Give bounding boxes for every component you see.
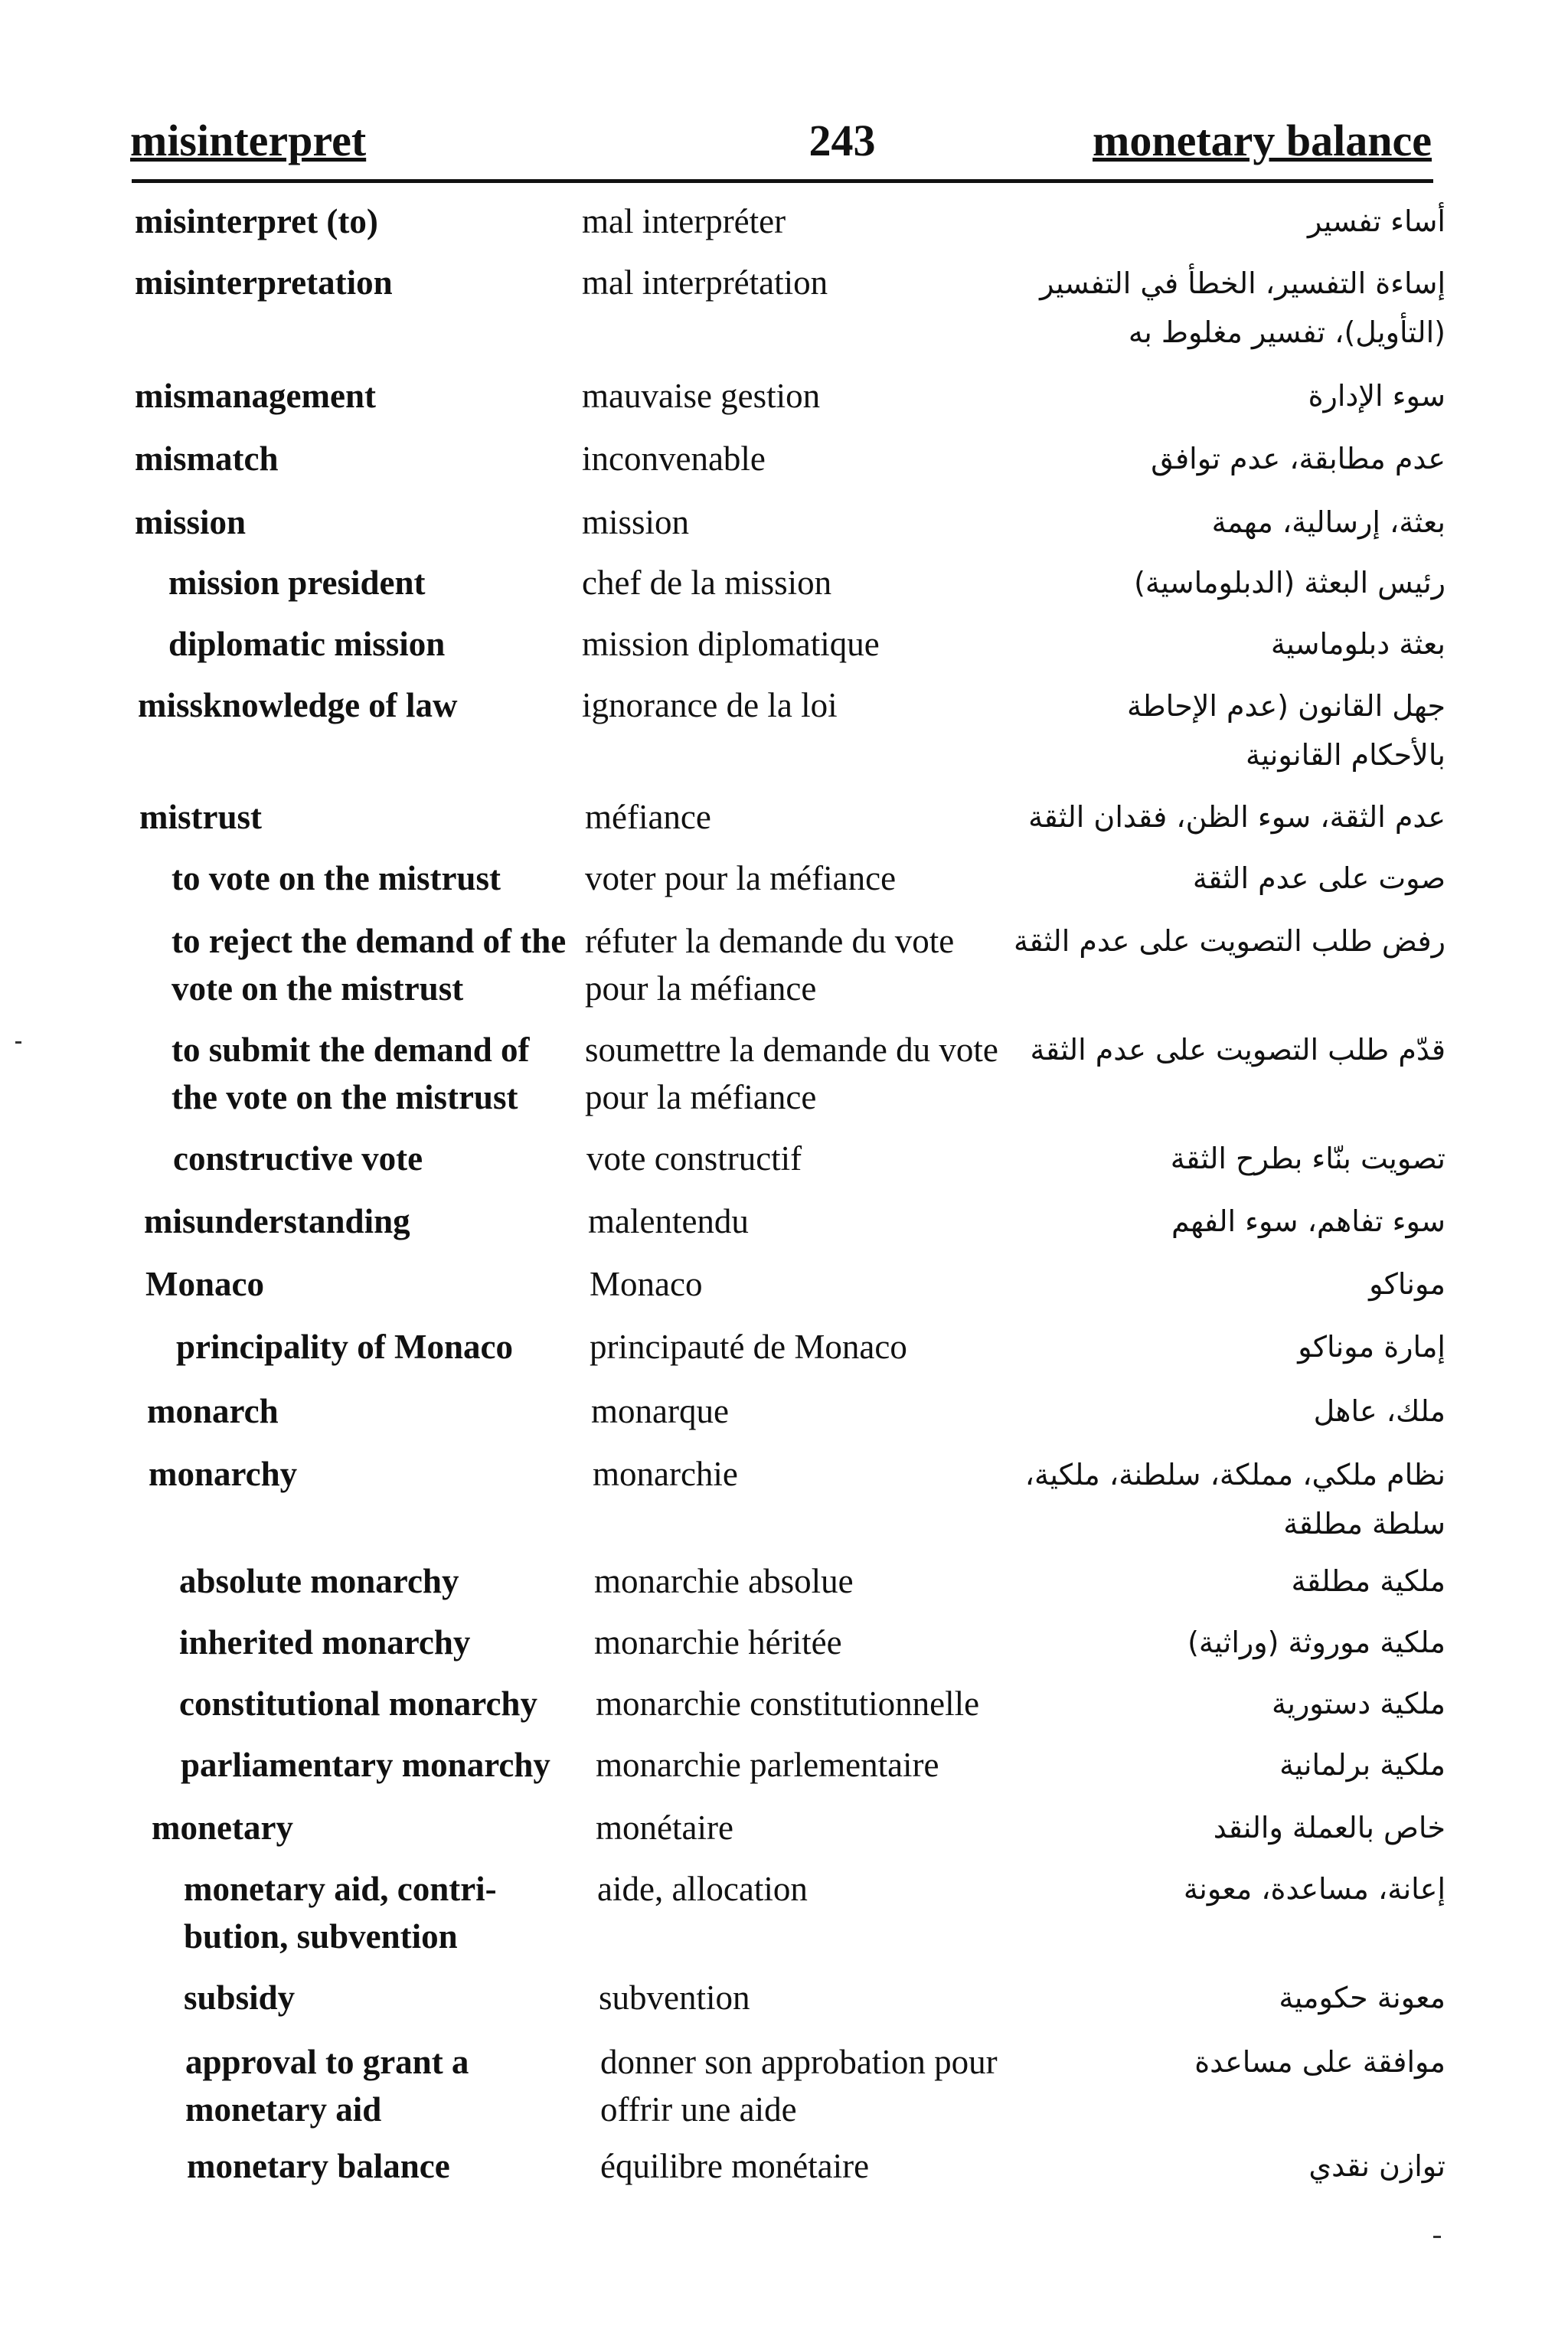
arabic-term: رئيس البعثة (الدبلوماسية)	[1134, 566, 1446, 600]
arabic-term: صوت على عدم الثقة	[1192, 861, 1446, 895]
english-term: to vote on the mistrust	[172, 859, 501, 897]
french-term: monarchie	[593, 1455, 738, 1493]
english-term: misunderstanding	[144, 1202, 410, 1240]
arabic-term: ملكية مطلقة	[1291, 1564, 1446, 1598]
right-guide-word: monetary balance	[1093, 116, 1432, 165]
english-term: constructive vote	[173, 1139, 423, 1178]
arabic-term: بعثة دبلوماسية	[1270, 627, 1446, 661]
french-term: vote constructif	[586, 1139, 802, 1178]
arabic-term: ملكية دستورية	[1272, 1687, 1446, 1720]
arabic-term: بعثة، إرسالية، مهمة	[1211, 505, 1446, 539]
arabic-term: ملكية موروثة (وراثية)	[1187, 1626, 1446, 1659]
english-term: principality of Monaco	[176, 1328, 513, 1366]
arabic-term: ملك، عاهل	[1313, 1394, 1446, 1428]
arabic-term: إساءة التفسير، الخطأ في التفسير (التأويل)، تفسير مغلوط به	[1040, 266, 1446, 349]
arabic-term: سوء الإدارة	[1308, 379, 1446, 413]
french-term: Monaco	[590, 1265, 703, 1303]
english-term: subsidy	[184, 1978, 296, 2017]
english-term: approval to grant a monetary aid	[185, 2043, 469, 2129]
french-term: monarchie héritée	[594, 1623, 842, 1661]
english-term: diplomatic mission	[168, 625, 446, 663]
french-term: soumettre la demande du vote pour la méfiance	[585, 1031, 998, 1116]
english-term: Monaco	[145, 1265, 264, 1303]
scan-speck	[15, 1041, 21, 1044]
english-term: monetary aid, contri- bution, subvention	[184, 1870, 497, 1956]
arabic-term: جهل القانون (عدم الإحاطة بالأحكام القانونية	[1127, 689, 1446, 772]
english-term: monarchy	[149, 1455, 298, 1493]
english-term: constitutional monarchy	[179, 1684, 537, 1723]
french-term: réfuter la demande du vote pour la méfiance	[585, 922, 955, 1008]
french-term: méfiance	[585, 798, 711, 836]
page-number: 243	[808, 116, 876, 165]
arabic-term: خاص بالعملة والنقد	[1213, 1811, 1446, 1844]
french-term: équilibre monétaire	[600, 2147, 870, 2185]
english-term: missknowledge of law	[138, 686, 458, 724]
french-term: inconvenable	[582, 439, 766, 478]
french-term: monarque	[591, 1392, 729, 1430]
french-term: mission	[582, 503, 690, 541]
english-term: monarch	[147, 1392, 279, 1430]
arabic-term: قدّم طلب التصويت على عدم الثقة	[1030, 1033, 1446, 1067]
french-term: donner son approbation pour offrir une aide	[600, 2043, 998, 2129]
arabic-term: عدم الثقة، سوء الظن، فقدان الثقة	[1028, 800, 1446, 834]
english-term: mismatch	[135, 439, 279, 478]
french-term: monarchie absolue	[594, 1562, 854, 1600]
arabic-term: أساء تفسير	[1307, 204, 1446, 238]
english-term: to submit the demand of the vote on the mistrust	[172, 1031, 530, 1116]
english-term: monetary balance	[187, 2147, 450, 2185]
english-term: absolute monarchy	[179, 1562, 459, 1600]
french-term: principauté de Monaco	[590, 1328, 907, 1366]
french-term: malentendu	[588, 1202, 749, 1240]
english-term: misinterpret (to)	[135, 202, 378, 240]
arabic-term: موافقة على مساعدة	[1194, 2045, 1446, 2079]
arabic-term: توازن نقدي	[1308, 2149, 1446, 2183]
english-term: mission president	[168, 564, 426, 602]
english-term: parliamentary monarchy	[181, 1746, 550, 1784]
arabic-term: ملكية برلمانية	[1279, 1748, 1446, 1782]
french-term: mission diplomatique	[582, 625, 880, 663]
arabic-term: معونة حكومية	[1279, 1981, 1446, 2014]
arabic-term: إعانة، مساعدة، معونة	[1183, 1872, 1446, 1906]
arabic-term: موناكو	[1369, 1267, 1446, 1301]
arabic-term: تصويت بنّاء بطرح الثقة	[1170, 1142, 1446, 1175]
english-term: mistrust	[139, 798, 262, 836]
french-term: ignorance de la loi	[582, 686, 838, 724]
scan-speck	[1433, 2236, 1441, 2238]
french-term: mal interpréter	[582, 202, 786, 240]
arabic-term: رفض طلب التصويت على عدم الثقة	[1014, 924, 1446, 958]
left-guide-word: misinterpret	[130, 116, 367, 165]
arabic-term: نظام ملكي، مملكة، سلطنة، ملكية، سلطة مطلقة	[1024, 1458, 1446, 1541]
french-term: aide, allocation	[597, 1870, 808, 1908]
french-term: voter pour la méfiance	[585, 859, 897, 897]
french-term: monarchie parlementaire	[596, 1746, 939, 1784]
french-term: subvention	[599, 1978, 750, 2017]
english-term: to reject the demand of the vote on the mistrust	[172, 922, 567, 1008]
arabic-term: إمارة موناكو	[1298, 1330, 1446, 1364]
english-term: inherited monarchy	[179, 1623, 471, 1661]
english-term: misinterpretation	[135, 263, 393, 302]
english-term: mission	[135, 503, 247, 541]
french-term: monétaire	[596, 1809, 733, 1847]
french-term: chef de la mission	[582, 564, 832, 602]
french-term: monarchie constitutionnelle	[596, 1684, 980, 1723]
arabic-term: عدم مطابقة، عدم توافق	[1151, 442, 1446, 475]
english-term: mismanagement	[135, 377, 376, 415]
french-term: mauvaise gestion	[582, 377, 821, 415]
french-term: mal interprétation	[582, 263, 828, 302]
english-term: monetary	[152, 1809, 293, 1847]
arabic-term: سوء تفاهم، سوء الفهم	[1171, 1204, 1446, 1238]
